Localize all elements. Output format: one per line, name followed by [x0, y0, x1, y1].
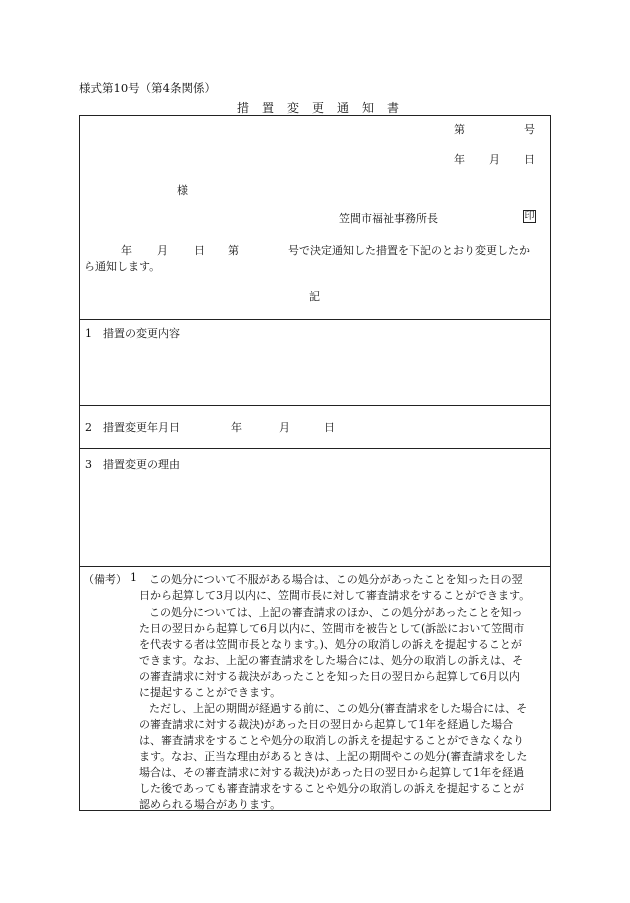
form-number: 様式第10号（第4条関係） — [79, 81, 216, 95]
notes-line: に提起することができます。 — [139, 686, 282, 699]
body-number-prefix: 第 — [228, 244, 239, 257]
notes-line: ただし、上記の期間が経過する前に、この処分(審査請求をした場合には、そ — [149, 702, 528, 715]
notes-line: 認められる場合があります。 — [139, 798, 282, 811]
seal-mark: 印 — [524, 211, 535, 222]
section-2-month: 月 — [279, 421, 290, 434]
divider-3 — [80, 448, 550, 449]
number-suffix: 号 — [524, 123, 535, 136]
section-3-label: 3 措置変更の理由 — [85, 458, 180, 471]
addressee-suffix: 様 — [177, 184, 188, 197]
body-day: 日 — [194, 244, 205, 257]
notes-line: 日から起算して3月以内に、笠間市長に対して審査請求をすることができます。 — [139, 589, 531, 602]
section-2-year: 年 — [231, 421, 242, 434]
notes-line: できます。なお、上記の審査請求をした場合には、処分の取消しの訴えは、そ — [139, 654, 524, 667]
date-year: 年 — [454, 153, 465, 166]
notes-line: は、審査請求をすることや処分の取消しの訴えを提起することができなくなり — [139, 734, 524, 747]
section-1-label: 1 措置の変更内容 — [85, 327, 180, 340]
notes-line: た日の翌日から起算して6月以内に、笠間市を被告として(訴訟において笠間市 — [139, 622, 525, 635]
document-title: 措置変更通知書 — [237, 101, 413, 115]
section-2-day: 日 — [324, 421, 335, 434]
notes-line: の審査請求に対する裁決)があった日の翌日から起算して1年を経過した場合 — [139, 718, 514, 731]
divider-1 — [80, 319, 550, 320]
divider-4 — [80, 566, 550, 567]
body-line-2: ら通知します。 — [84, 260, 161, 273]
notes-line: を代表する者は笠間市長となります。)、処分の取消しの訴えを提起することが — [139, 638, 522, 651]
notes-line: の審査請求に対する裁決があったことを知った日の翌日から起算して6月以内 — [139, 670, 520, 683]
number-prefix: 第 — [454, 123, 465, 136]
ki-heading: 記 — [309, 290, 320, 303]
notes-label: （備考） — [83, 573, 127, 586]
sender-name: 笠間市福祉事務所長 — [339, 212, 438, 225]
body-line-1: 号で決定通知した措置を下記のとおり変更したか — [288, 244, 530, 257]
body-month: 月 — [157, 244, 168, 257]
date-month: 月 — [489, 153, 500, 166]
notes-number: 1 — [130, 571, 137, 584]
notes-line: 場合は、その審査請求に対する裁決)があった日の翌日から起算して1年を経過 — [139, 766, 525, 779]
notes-line: した後であっても審査請求をすることや処分の取消しの訴えを提起することが — [139, 782, 524, 795]
date-day: 日 — [524, 153, 535, 166]
divider-2 — [80, 405, 550, 406]
body-year: 年 — [121, 244, 132, 257]
notes-line: この処分については、上記の審査請求のほか、この処分があったことを知っ — [149, 606, 523, 619]
notes-line: ます。なお、正当な理由があるときは、上記の期間やこの処分(審査請求をした — [139, 750, 528, 763]
notes-line: この処分について不服がある場合は、この処分があったことを知った日の翌 — [149, 573, 523, 586]
section-2-label: 2 措置変更年月日 — [85, 421, 180, 434]
